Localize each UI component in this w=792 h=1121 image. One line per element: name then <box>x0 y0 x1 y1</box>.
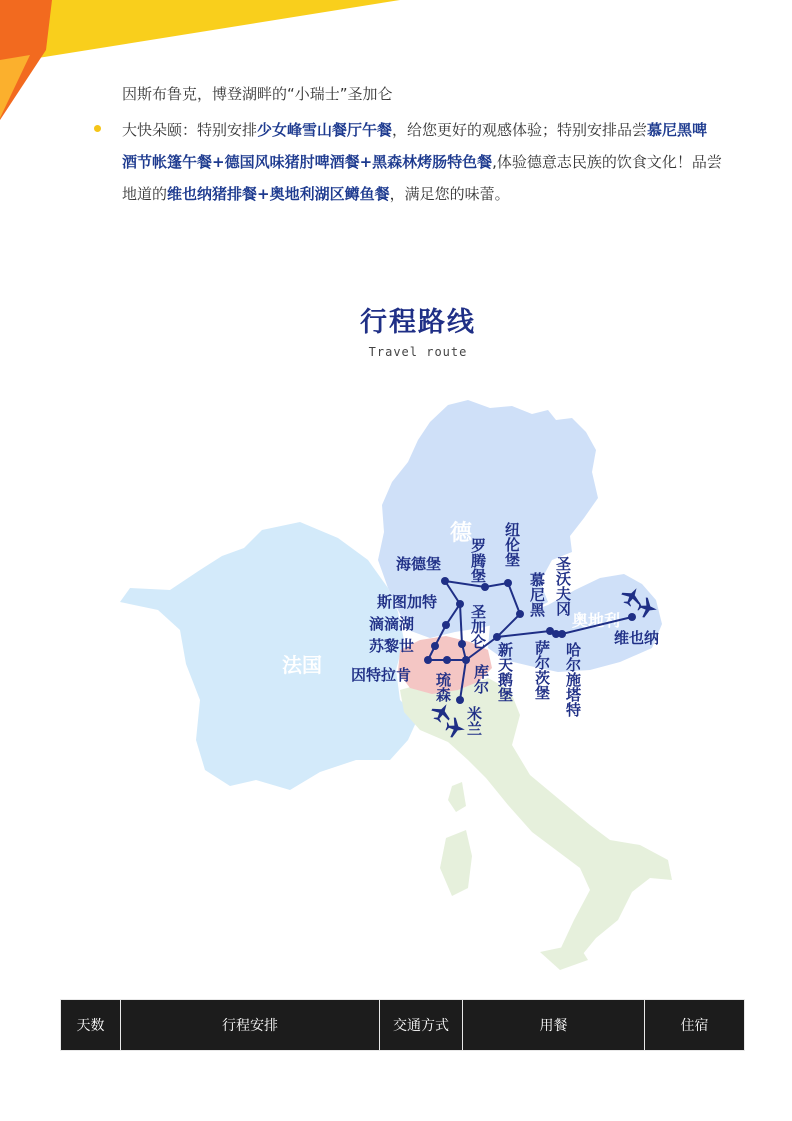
itinerary-table <box>60 999 745 1051</box>
city-label-st-gallen: 圣加仑 <box>469 604 487 649</box>
dot-neuschwanstein <box>493 633 501 641</box>
dot-st-gallen <box>458 640 466 648</box>
city-label-neuschwanstein: 新天鹅堡 <box>496 642 514 702</box>
corsica-region <box>448 782 466 812</box>
city-label-nuremberg: 纽伦堡 <box>503 522 521 567</box>
city-label-zurich: 苏黎世 <box>369 637 415 655</box>
city-label-lucerne: 琉森 <box>434 672 452 702</box>
dot-munich <box>516 610 524 618</box>
dot-nuremberg <box>504 579 512 587</box>
intro-line: 因斯布鲁克，博登湖畔的“小瑞士”圣加仑 <box>122 85 393 103</box>
city-label-milan: 米兰 <box>465 706 483 736</box>
dot-heidelberg <box>441 577 449 585</box>
dot-chur <box>462 656 470 664</box>
header-transport: 交通方式 <box>380 1000 463 1051</box>
dot-lucerne <box>443 656 451 664</box>
dot-vienna <box>628 613 636 621</box>
bullet-dot <box>94 125 101 132</box>
header-accommodation: 住宿 <box>645 1000 745 1051</box>
france-region <box>120 522 418 790</box>
dot-titisee <box>442 621 450 629</box>
dot-zurich <box>431 642 439 650</box>
dot-milan <box>456 696 464 704</box>
country-label-france: 法国 <box>282 653 322 677</box>
dot-stuttgart <box>456 600 464 608</box>
meal-highlights-paragraph <box>122 114 722 210</box>
highlight-jungfrau-lunch: 少女峰雪山餐厅午餐 <box>257 121 393 139</box>
highlight-german-meals: 慕尼黑啤酒节帐篷午餐+德国风味猪肘啤酒餐+黑森林烤肠特色餐 <box>122 121 708 171</box>
italy-region <box>400 678 672 960</box>
table-header-row <box>61 1000 745 1051</box>
header-day: 天数 <box>61 1000 121 1051</box>
section-title: 行程路线 <box>360 307 476 338</box>
highlight-austrian-meals: 维也纳猪排餐+奥地利湖区鳟鱼餐 <box>167 185 390 203</box>
section-subtitle: Travel route <box>368 345 468 359</box>
country-label-austria: 奥地利 <box>572 611 621 630</box>
header-meals: 用餐 <box>463 1000 645 1051</box>
city-label-titisee: 滴滴湖 <box>369 615 415 633</box>
text-segment: ，满足您的味蕾。 <box>389 185 510 203</box>
text-segment: ,体验德意志民族的饮食文化！品尝地道的 <box>122 153 722 203</box>
dot-rothenburg <box>481 583 489 591</box>
city-label-vienna: 维也纳 <box>614 629 660 647</box>
city-label-rothenburg: 罗腾堡 <box>469 538 487 583</box>
city-label-interlaken: 因特拉肯 <box>351 666 412 684</box>
route-map <box>0 390 792 980</box>
sardinia-region <box>440 830 472 896</box>
dot-interlaken <box>424 656 432 664</box>
corner-decoration <box>0 0 400 130</box>
text-segment: 大快朵颐：特别安排 <box>122 121 258 139</box>
city-label-hallstatt: 哈尔施塔特 <box>564 642 582 717</box>
city-label-salzburg: 萨尔茨堡 <box>533 640 551 700</box>
city-label-st-wolfgang: 圣沃夫冈 <box>554 556 572 616</box>
city-label-heidelberg: 海德堡 <box>396 555 442 573</box>
text-segment: ，给您更好的观感体验；特别安排品尝 <box>392 121 648 139</box>
dot-hallstatt <box>558 630 566 638</box>
city-label-chur: 库尔 <box>472 664 490 694</box>
country-label-germany: 德 <box>450 521 473 546</box>
city-label-stuttgart: 斯图加特 <box>377 593 438 611</box>
city-label-munich: 慕尼黑 <box>528 572 546 617</box>
header-itinerary: 行程安排 <box>121 1000 380 1051</box>
